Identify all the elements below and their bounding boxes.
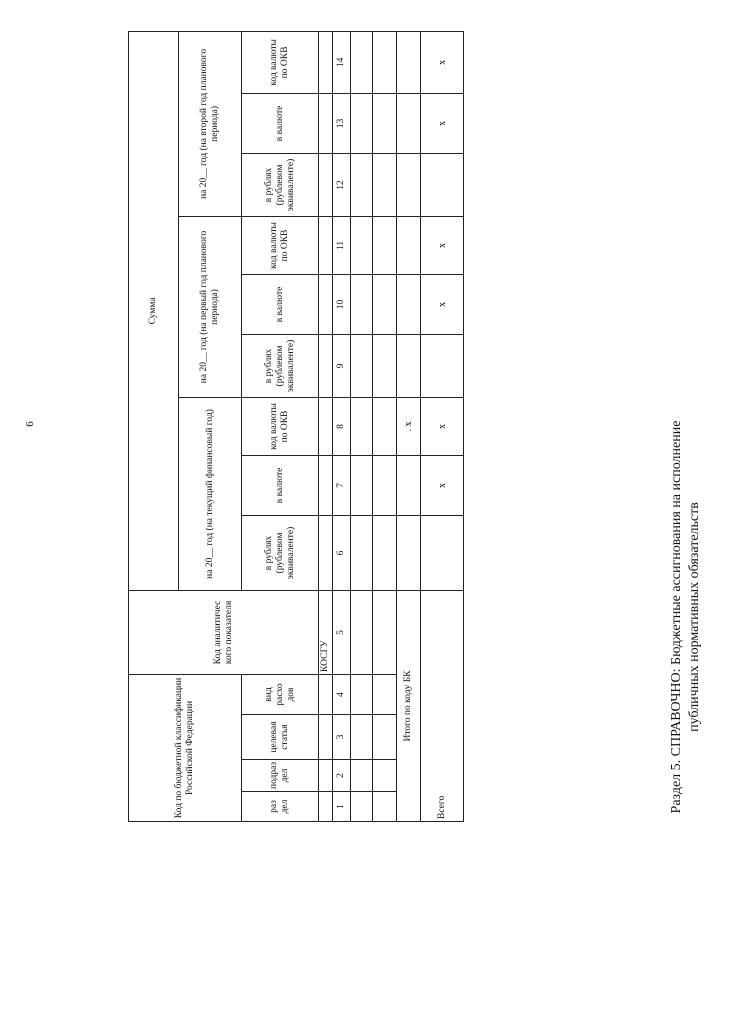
page-number: 6 bbox=[23, 421, 36, 427]
kosgu-row bbox=[319, 31, 333, 821]
empty-cell bbox=[319, 153, 333, 216]
empty-cell bbox=[397, 455, 421, 515]
column-number: 3 bbox=[333, 715, 351, 760]
empty-cell bbox=[397, 93, 421, 153]
okv-header-1: код валюты по ОКВ bbox=[242, 397, 319, 455]
x-mark: x bbox=[421, 93, 464, 153]
column-number: 1 bbox=[333, 792, 351, 822]
year3-header: на 20__ год (на второй год планового периода) bbox=[179, 31, 242, 216]
column-number: 14 bbox=[333, 31, 351, 93]
itogo-bk-label: Итого по коду БК bbox=[397, 590, 421, 821]
empty-cell bbox=[319, 93, 333, 153]
empty-cell bbox=[397, 31, 421, 93]
section-title bbox=[668, 222, 748, 1012]
column-number: 5 bbox=[333, 590, 351, 674]
rotated-content bbox=[128, 32, 702, 822]
currency-header-1: в валюте bbox=[242, 455, 319, 515]
title-line-2: публичных нормативных обязательств bbox=[687, 502, 702, 732]
header-row-3 bbox=[242, 31, 319, 821]
budget-table bbox=[128, 31, 464, 822]
empty-cell bbox=[319, 274, 333, 334]
rub-header-3: в рублях (рублевом эквиваленте) bbox=[242, 153, 319, 216]
empty-cell bbox=[421, 334, 464, 397]
table-row bbox=[351, 31, 373, 821]
okv-header-3: код валюты по ОКВ bbox=[242, 31, 319, 93]
target-header: целевая статья bbox=[242, 715, 319, 760]
vsego-label: Всего bbox=[421, 590, 464, 821]
column-number: 10 bbox=[333, 274, 351, 334]
empty-cell bbox=[319, 216, 333, 274]
column-number: 4 bbox=[333, 674, 351, 714]
rub-header-1: в рублях (рублевом эквиваленте) bbox=[242, 515, 319, 590]
vsego-row bbox=[421, 31, 464, 821]
empty-cell bbox=[319, 792, 333, 822]
dot-mark: . bbox=[403, 428, 414, 432]
x-mark: x bbox=[421, 31, 464, 93]
x-mark: x bbox=[421, 216, 464, 274]
x-mark: x bbox=[421, 455, 464, 515]
year2-header: на 20__ год (на первый год планового периода) bbox=[179, 216, 242, 397]
column-number: 9 bbox=[333, 334, 351, 397]
x-mark bbox=[397, 397, 421, 455]
title-line-1: Раздел 5. СПРАВОЧНО: Бюджетные ассигнования на исполнение bbox=[669, 420, 684, 814]
empty-cell bbox=[319, 674, 333, 714]
column-number: 13 bbox=[333, 93, 351, 153]
razdel-header: раз дел bbox=[242, 792, 319, 822]
podrazdel-header: подраз дел bbox=[242, 760, 319, 792]
empty-cell bbox=[397, 334, 421, 397]
empty-cell bbox=[397, 274, 421, 334]
kbk-header: Код по бюджетной классификации Российской Федерации bbox=[129, 674, 242, 821]
empty-cell bbox=[397, 216, 421, 274]
currency-header-2: в валюте bbox=[242, 274, 319, 334]
empty-cell bbox=[319, 715, 333, 760]
x-mark-text: x bbox=[403, 421, 414, 427]
currency-header-3: в валюте bbox=[242, 93, 319, 153]
empty-cell bbox=[421, 515, 464, 590]
empty-cell bbox=[397, 515, 421, 590]
sum-header: Сумма bbox=[129, 31, 179, 590]
column-number: 8 bbox=[333, 397, 351, 455]
empty-cell bbox=[319, 760, 333, 792]
year1-header: на 20__ год (на текущий финансовый год) bbox=[179, 397, 242, 590]
empty-cell bbox=[319, 397, 333, 455]
empty-cell bbox=[421, 153, 464, 216]
column-number: 7 bbox=[333, 455, 351, 515]
vid-header: вид расхо дов bbox=[242, 674, 319, 714]
x-mark: x bbox=[421, 274, 464, 334]
rub-header-2: в рублях (рублевом эквиваленте) bbox=[242, 334, 319, 397]
table-row bbox=[373, 31, 397, 821]
column-number: 12 bbox=[333, 153, 351, 216]
column-number: 6 bbox=[333, 515, 351, 590]
analytic-header: Код аналитичес кого показателя bbox=[129, 590, 319, 674]
empty-cell bbox=[319, 455, 333, 515]
empty-cell bbox=[397, 153, 421, 216]
x-mark: x bbox=[421, 397, 464, 455]
empty-cell bbox=[319, 31, 333, 93]
okv-header-2: код валюты по ОКВ bbox=[242, 216, 319, 274]
column-number: 11 bbox=[333, 216, 351, 274]
empty-cell bbox=[319, 334, 333, 397]
column-number-row bbox=[333, 31, 351, 821]
column-number: 2 bbox=[333, 760, 351, 792]
kosgu-header: КОСГУ bbox=[319, 590, 333, 674]
header-row-1 bbox=[129, 31, 179, 821]
itogo-bk-row bbox=[397, 31, 421, 821]
empty-cell bbox=[319, 515, 333, 590]
